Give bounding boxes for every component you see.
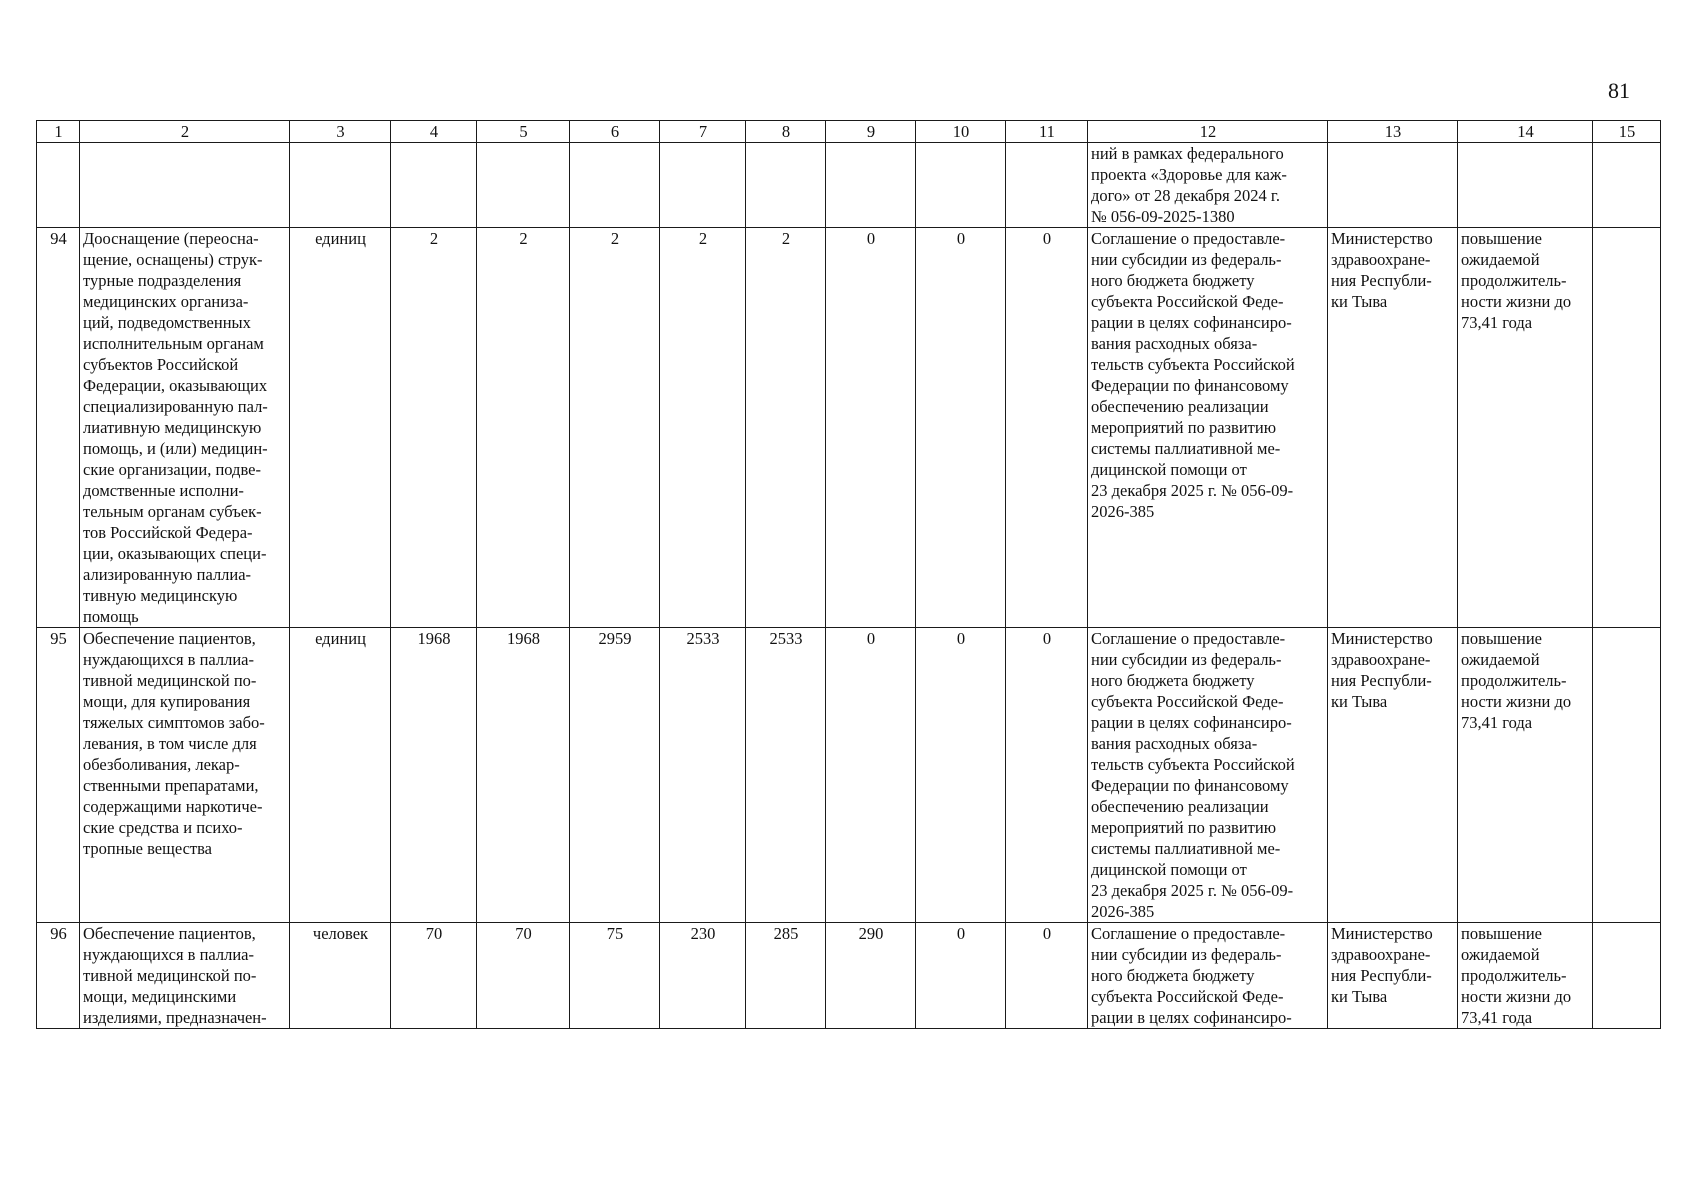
value-cell: 0 [916,628,1006,923]
column-number: 5 [477,121,570,143]
value-cell: 2 [570,228,660,628]
value-cell: 2533 [660,628,746,923]
value-cell: 0 [1006,923,1088,1029]
page-number: 81 [1608,78,1630,103]
value-cell: 1968 [477,628,570,923]
responsible-cell: Министерство здравоохране- ния Республи- ки Тыва [1328,228,1458,628]
column-number: 2 [80,121,290,143]
row-number: 95 [37,628,80,923]
row-number: 96 [37,923,80,1029]
value-cell: 75 [570,923,660,1029]
value-cell: 70 [477,923,570,1029]
result-cell: повышение ожидаемой продолжитель- ности жизни до 73,41 года [1458,923,1593,1029]
result-cell: повышение ожидаемой продолжитель- ности жизни до 73,41 года [1458,228,1593,628]
column-number: 1 [37,121,80,143]
column-number: 9 [826,121,916,143]
column-number: 12 [1088,121,1328,143]
empty-cell [1593,228,1661,628]
column-number: 4 [391,121,477,143]
value-cell: 0 [826,628,916,923]
value-cell: 0 [1006,228,1088,628]
table-row [37,228,1661,628]
row-number: 94 [37,228,80,628]
value-cell: 2 [746,228,826,628]
column-number-row [37,121,1661,143]
value-cell: 0 [1006,628,1088,923]
measures-table [36,120,1661,1029]
value-cell: 0 [826,228,916,628]
measure-name: Дооснащение (переосна- щение, оснащены) струк- турные подразделения медицинских организа- ций, подведомственных исполнительным органам субъектов Российской Федерации, оказывающих специализированную пал- лиативную медицинскую помощь, и (или) медицин- ские организации, подве- домственные исполни- тельным органам субъек- тов Российской Федера- ции, оказывающих специ- ализированную паллиа- тивную медицинскую помощь [80,228,290,628]
continuation-row [37,143,1661,228]
column-number: 3 [290,121,391,143]
agreement-cell: Соглашение о предоставле- нии субсидии из федераль- ного бюджета бюджету субъекта Российской Феде- рации в целях софинансиро- [1088,923,1328,1029]
empty-cell [1593,923,1661,1029]
value-cell: 0 [916,923,1006,1029]
table-row [37,628,1661,923]
column-number: 6 [570,121,660,143]
value-cell: 2 [477,228,570,628]
unit-cell: единиц [290,228,391,628]
value-cell: 0 [916,228,1006,628]
agreement-cell: ний в рамках федерального проекта «Здоровье для каж- дого» от 28 декабря 2024 г. № 056-09-2025-1380 [1088,143,1328,228]
empty-cell [1593,628,1661,923]
value-cell: 2959 [570,628,660,923]
column-number: 8 [746,121,826,143]
column-number: 15 [1593,121,1661,143]
column-number: 13 [1328,121,1458,143]
column-number: 7 [660,121,746,143]
result-cell: повышение ожидаемой продолжитель- ности жизни до 73,41 года [1458,628,1593,923]
responsible-cell: Министерство здравоохране- ния Республи- ки Тыва [1328,628,1458,923]
value-cell: 1968 [391,628,477,923]
unit-cell: единиц [290,628,391,923]
column-number: 11 [1006,121,1088,143]
value-cell: 2 [660,228,746,628]
column-number: 10 [916,121,1006,143]
value-cell: 70 [391,923,477,1029]
value-cell: 230 [660,923,746,1029]
agreement-cell: Соглашение о предоставле- нии субсидии из федераль- ного бюджета бюджету субъекта Российской Феде- рации в целях софинансиро- вания расходных обяза- тельств субъекта Российской Федерации по финансовому обеспечению реализации мероприятий по развитию системы паллиативной ме- дицинской помощи от 23 декабря 2025 г. № 056-09- 2026-385 [1088,228,1328,628]
value-cell: 2533 [746,628,826,923]
responsible-cell: Министерство здравоохране- ния Республи- ки Тыва [1328,923,1458,1029]
value-cell: 285 [746,923,826,1029]
value-cell: 2 [391,228,477,628]
measure-name: Обеспечение пациентов, нуждающихся в паллиа- тивной медицинской по- мощи, для купирования тяжелых симптомов забо- левания, в том числе для обезболивания, лекар- ственными препаратами, содержащими наркотиче- ские средства и психо- тропные вещества [80,628,290,923]
unit-cell: человек [290,923,391,1029]
column-number: 14 [1458,121,1593,143]
agreement-cell: Соглашение о предоставле- нии субсидии из федераль- ного бюджета бюджету субъекта Российской Феде- рации в целях софинансиро- вания расходных обяза- тельств субъекта Российской Федерации по финансовому обеспечению реализации мероприятий по развитию системы паллиативной ме- дицинской помощи от 23 декабря 2025 г. № 056-09- 2026-385 [1088,628,1328,923]
value-cell: 290 [826,923,916,1029]
table-row [37,923,1661,1029]
measure-name: Обеспечение пациентов, нуждающихся в паллиа- тивной медицинской по- мощи, медицинскими изделиями, предназначен- [80,923,290,1029]
